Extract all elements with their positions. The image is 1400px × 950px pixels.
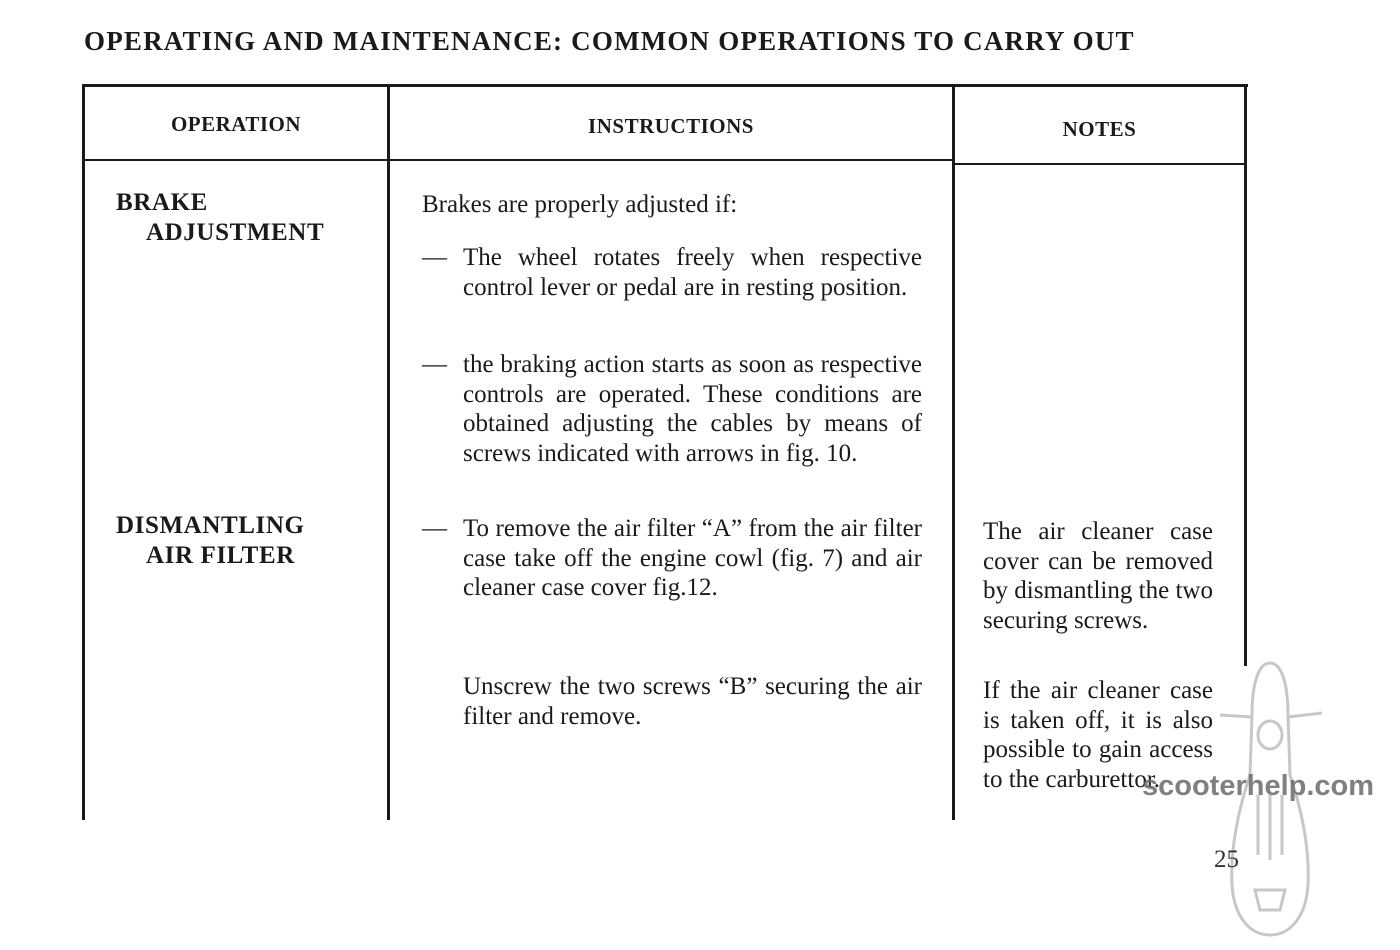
header-instructions: INSTRUCTIONS (588, 114, 754, 138)
operation-dismantling-air-filter (116, 511, 305, 571)
page-number: 25 (1214, 846, 1239, 873)
column-divider-instructions (952, 86, 955, 820)
air-filter-item-1: To remove the air filter “A” from the air filter case take off the engine cowl (fig. 7) and air cleaner case cover fig.12. (463, 515, 922, 601)
table-left-border (82, 86, 85, 820)
header-underline-operation (85, 159, 387, 161)
operation-line2: ADJUSTMENT (146, 219, 325, 246)
page-title: OPERATING AND MAINTENANCE: COMMON OPERATIONS TO CARRY OUT (84, 26, 1135, 56)
air-filter-extra: Unscrew the two screws “B” securing the air filter and remove. (463, 673, 922, 730)
operation-line1: DISMANTLING (116, 512, 305, 539)
dash-bullet: — (422, 351, 447, 378)
air-filter-note-1: The air cleaner case cover can be removed by dismantling the two securing screws. (983, 518, 1213, 634)
operation-line2: AIR FILTER (146, 542, 295, 569)
brake-intro: Brakes are properly adjusted if: (422, 191, 738, 218)
column-divider-operation (387, 86, 390, 820)
brake-item-2: the braking action starts as soon as respective controls are operated. These conditions are obtained adjusting the cables by means of screws indicated with arrows in fig. 10. (463, 351, 922, 467)
air-filter-note-2: If the air cleaner case is taken off, it is also possible to gain access to the carburettor. (983, 677, 1213, 793)
dash-bullet: — (422, 515, 447, 542)
table-right-border (1244, 86, 1247, 666)
header-underline-notes (955, 163, 1244, 165)
table-top-border (82, 84, 1248, 87)
watermark-text: scooterhelp.com (1142, 770, 1375, 802)
header-operation: OPERATION (170, 112, 302, 136)
operation-line1: BRAKE (116, 189, 208, 216)
brake-item-1: The wheel rotates freely when respective control lever or pedal are in resting position. (463, 244, 922, 301)
header-notes: NOTES (1062, 117, 1137, 141)
dash-bullet: — (422, 244, 447, 271)
operation-brake-adjustment (116, 188, 324, 248)
header-underline-instructions (390, 159, 952, 161)
